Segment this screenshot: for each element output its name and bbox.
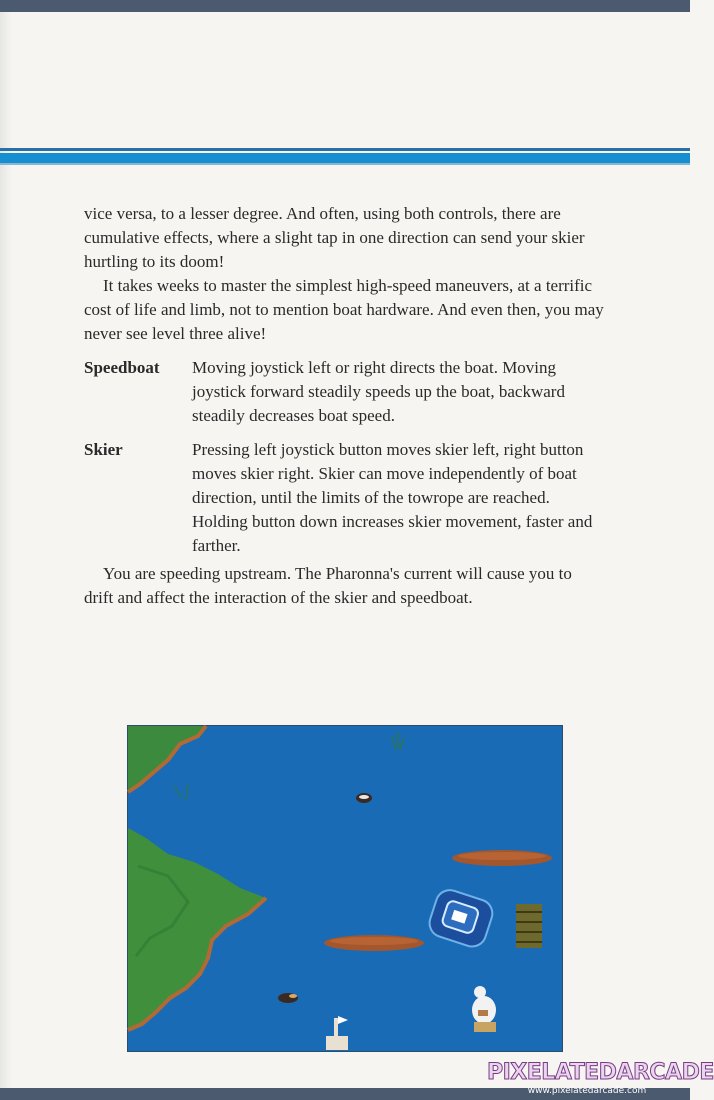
page-top-edge [0,0,690,12]
header-stripe [0,153,690,163]
floating-log-highlight [458,852,546,860]
marker-buoy-base [326,1036,348,1050]
paragraph-upstream: You are speeding upstream. The Pharonna's current will cause you to drift and affect the interaction of the skier and speedboat. [84,564,572,607]
river-rock-splash [359,795,369,799]
marker-buoy-pole [334,1018,338,1038]
skier-head [474,986,486,998]
header-stripe-thin [0,148,690,151]
watermark-url: www.pixelatedarcade.com [527,1086,647,1096]
floating-log-highlight [330,937,418,945]
control-term-skier: Skier [84,440,123,459]
control-speedboat [84,356,604,428]
control-desc-skier: Pressing left joystick button moves skier left, right button moves skier right. Skier can move independently of boat direction, until the limits of the towrope are reached. Holding button down increases skier movement, faster and farther. [192,440,593,555]
page-fold-shade [0,12,12,1088]
watermark [487,1060,714,1100]
manual-body [84,202,604,610]
paragraph-master: It takes weeks to master the simplest high-speed maneuvers, at a terrific cost of life and limb, not to mention boat hardware. And even then, you may never see level three alive! [84,276,604,343]
control-term-speedboat: Speedboat [84,358,160,377]
control-skier [84,438,604,558]
wooden-crate [516,904,542,948]
game-scene [128,726,562,1051]
paragraph-continued: vice versa, to a lesser degree. And often, using both controls, there are cumulative effects, where a slight tap in one direction can send your skier hurtling to its doom! [84,204,585,271]
skier-ski [474,1022,496,1032]
skier-detail [478,1010,488,1016]
floating-debris-top [289,994,297,998]
watermark-title: PIXELATEDARCADE [487,1060,714,1085]
header-stripe-underline [0,163,690,165]
game-screenshot [127,725,563,1052]
control-desc-speedboat: Moving joystick left or right directs the boat. Moving joystick forward steadily speeds up the boat, backward steadily decreases boat speed. [192,358,565,425]
